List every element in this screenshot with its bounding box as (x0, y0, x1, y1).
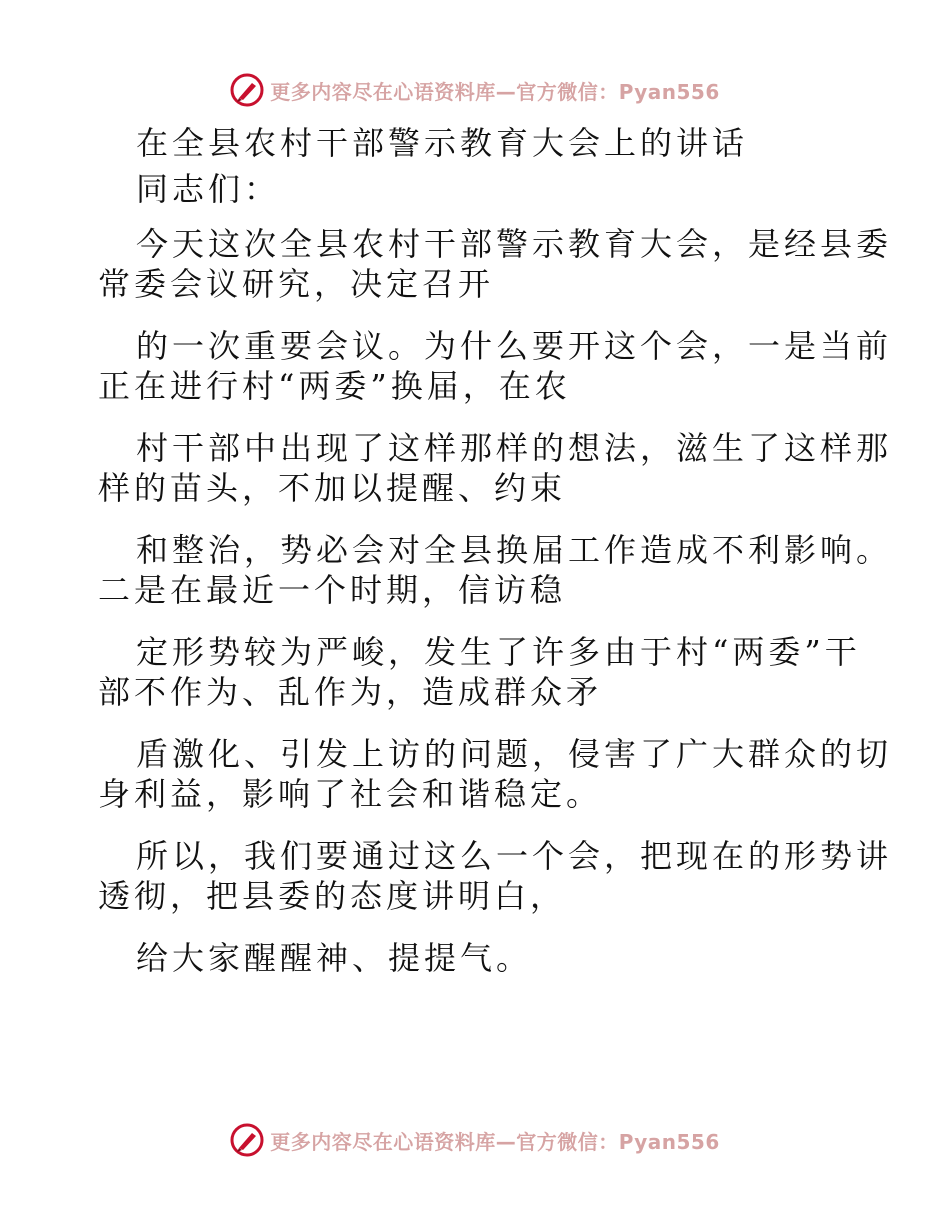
paragraph-line: 样的苗头，不加以提醒、约束 (98, 469, 567, 507)
paragraph-line: 正在进行村“两委”换届，在农 (98, 367, 571, 405)
watermark-text-bottom: 更多内容尽在心语资料库—官方微信：Pyan556 (270, 1129, 720, 1154)
pen-logo-icon (230, 1123, 264, 1157)
pen-logo-icon (230, 73, 264, 107)
watermark-banner-top (0, 70, 950, 110)
paragraph-line: 盾激化、引发上访的问题，侵害了广大群众的切 (136, 735, 893, 773)
paragraph-line: 部不作为、乱作为，造成群众矛 (98, 673, 603, 711)
paragraph-line: 常委会议研究，决定召开 (98, 265, 495, 303)
paragraph-line: 和整治，势必会对全县换届工作造成不利影响。 (136, 531, 893, 569)
paragraph-line: 给大家醒醒神、提提气。 (136, 939, 533, 977)
paragraph-line: 身利益，影响了社会和谐稳定。 (98, 775, 603, 813)
document-body (98, 120, 893, 978)
paragraph-line: 二是在最近一个时期，信访稳 (98, 571, 567, 609)
paragraph-line: 透彻，把县委的态度讲明白， (98, 877, 567, 915)
paragraph-line: 村干部中出现了这样那样的想法，滋生了这样那 (136, 429, 893, 467)
paragraph-line: 的一次重要会议。为什么要开这个会，一是当前 (136, 327, 893, 365)
paragraph-line: 定形势较为严峻，发生了许多由于村“两委”干 (136, 633, 861, 671)
document-title: 在全县农村干部警示教育大会上的讲话 (136, 124, 749, 162)
paragraph-line: 今天这次全县农村干部警示教育大会，是经县委 (136, 225, 893, 263)
watermark-text-top: 更多内容尽在心语资料库—官方微信：Pyan556 (270, 79, 720, 104)
paragraph-line: 所以，我们要通过这么一个会，把现在的形势讲 (136, 837, 893, 875)
watermark-banner-bottom (0, 1120, 950, 1160)
salutation: 同志们： (136, 170, 281, 208)
